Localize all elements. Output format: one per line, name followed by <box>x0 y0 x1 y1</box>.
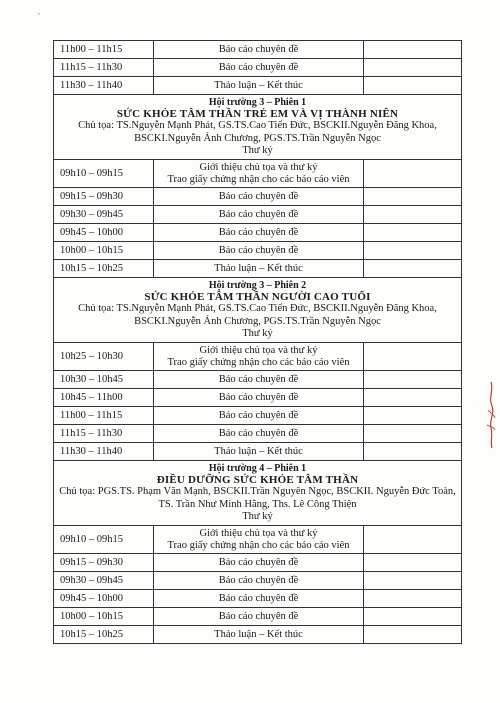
time-cell: 09h15 – 09h30 <box>54 554 154 572</box>
time-cell: 11h30 – 11h40 <box>54 443 154 461</box>
table-row <box>54 41 462 59</box>
activity-cell: Báo cáo chuyên đề <box>154 206 364 224</box>
table-row <box>54 206 462 224</box>
activity-line: Giới thiệu chủ tọa và thư ký <box>199 527 318 539</box>
activity-cell: Báo cáo chuyên đề <box>154 608 364 626</box>
session-header <box>54 95 462 160</box>
schedule-table <box>53 40 462 644</box>
activity-line: Giới thiệu chủ tọa và thư ký <box>199 344 318 356</box>
empty-cell <box>364 224 462 242</box>
time-cell: 10h00 – 10h15 <box>54 242 154 260</box>
time-cell: 10h00 – 10h15 <box>54 608 154 626</box>
time-cell: 11h15 – 11h30 <box>54 425 154 443</box>
empty-cell <box>364 526 462 554</box>
table-row <box>54 188 462 206</box>
session-header-row <box>54 461 462 526</box>
session-secretary: Thư ký <box>242 145 273 156</box>
table-row <box>54 608 462 626</box>
table-row <box>54 590 462 608</box>
session-hall: Hội trường 3 – Phiên 1 <box>208 97 307 108</box>
activity-cell <box>154 160 364 188</box>
activity-cell <box>154 526 364 554</box>
empty-cell <box>364 572 462 590</box>
activity-cell: Báo cáo chuyên đề <box>154 371 364 389</box>
session-chair: Chủ tọa: TS.Nguyễn Mạnh Phát, GS.TS.Cao Tiến Đức, BSCKII.Nguyễn Đăng Khoa, BSCKI.Nguyễn Ánh Chương, PGS.TS.Trần Nguyễn Ngọc <box>78 303 437 327</box>
activity-line: Trao giấy chứng nhận cho các báo cáo viên <box>167 356 350 368</box>
session-header-row <box>54 95 462 160</box>
time-cell: 11h30 – 11h40 <box>54 77 154 95</box>
activity-cell: Báo cáo chuyên đề <box>154 242 364 260</box>
empty-cell <box>364 407 462 425</box>
empty-cell <box>364 389 462 407</box>
table-row <box>54 554 462 572</box>
activity-cell: Báo cáo chuyên đề <box>154 224 364 242</box>
activity-cell: Thảo luận – Kết thúc <box>154 77 364 95</box>
session-hall: Hội trường 4 – Phiên 1 <box>208 463 307 474</box>
session-header <box>54 461 462 526</box>
table-row <box>54 343 462 371</box>
activity-cell: Thảo luận – Kết thúc <box>154 260 364 278</box>
empty-cell <box>364 77 462 95</box>
table-row <box>54 526 462 554</box>
session-chair: Chủ tọa: TS.Nguyễn Mạnh Phát, GS.TS.Cao Tiến Đức, BSCKII.Nguyễn Đăng Khoa, BSCKI.Nguyễn Ánh Chương, PGS.TS.Trần Nguyễn Ngọc <box>78 120 437 144</box>
empty-cell <box>364 343 462 371</box>
time-cell: 10h45 – 11h00 <box>54 389 154 407</box>
table-row <box>54 77 462 95</box>
empty-cell <box>364 608 462 626</box>
table-row <box>54 242 462 260</box>
empty-cell <box>364 590 462 608</box>
time-cell: 09h45 – 10h00 <box>54 224 154 242</box>
empty-cell <box>364 260 462 278</box>
activity-cell: Báo cáo chuyên đề <box>154 572 364 590</box>
activity-cell: Báo cáo chuyên đề <box>154 389 364 407</box>
empty-cell <box>364 242 462 260</box>
activity-cell: Báo cáo chuyên đề <box>154 188 364 206</box>
time-cell: 09h10 – 09h15 <box>54 160 154 188</box>
time-cell: 11h00 – 11h15 <box>54 407 154 425</box>
table-row <box>54 371 462 389</box>
session-hall: Hội trường 3 – Phiên 2 <box>208 280 307 291</box>
session-header-row <box>54 278 462 343</box>
activity-cell: Báo cáo chuyên đề <box>154 407 364 425</box>
session-header <box>54 278 462 343</box>
activity-cell <box>154 343 364 371</box>
time-cell: 11h15 – 11h30 <box>54 59 154 77</box>
activity-cell: Báo cáo chuyên đề <box>154 425 364 443</box>
empty-cell <box>364 626 462 644</box>
activity-line: Giới thiệu chủ tọa và thư ký <box>199 161 318 173</box>
corner-mark: , <box>38 8 40 16</box>
table-row <box>54 572 462 590</box>
empty-cell <box>364 59 462 77</box>
empty-cell <box>364 188 462 206</box>
activity-cell: Thảo luận – Kết thúc <box>154 626 364 644</box>
activity-cell: Báo cáo chuyên đề <box>154 590 364 608</box>
empty-cell <box>364 443 462 461</box>
activity-line: Trao giấy chứng nhận cho các báo cáo viên <box>167 173 350 185</box>
time-cell: 09h10 – 09h15 <box>54 526 154 554</box>
session-secretary: Thư ký <box>242 328 273 339</box>
time-cell: 11h00 – 11h15 <box>54 41 154 59</box>
activity-cell: Báo cáo chuyên đề <box>154 41 364 59</box>
empty-cell <box>364 206 462 224</box>
time-cell: 10h15 – 10h25 <box>54 260 154 278</box>
table-row <box>54 224 462 242</box>
session-theme: SỨC KHỎE TÂM THẦN TRẺ EM VÀ VỊ THÀNH NIÊN <box>116 108 399 120</box>
empty-cell <box>364 41 462 59</box>
table-row <box>54 59 462 77</box>
activity-cell: Thảo luận – Kết thúc <box>154 443 364 461</box>
time-cell: 09h30 – 09h45 <box>54 572 154 590</box>
table-row <box>54 389 462 407</box>
activity-cell: Báo cáo chuyên đề <box>154 59 364 77</box>
table-row <box>54 160 462 188</box>
session-theme: ĐIỀU DƯỠNG SỨC KHỎE TÂM THẦN <box>156 474 359 486</box>
table-row <box>54 443 462 461</box>
time-cell: 10h25 – 10h30 <box>54 343 154 371</box>
empty-cell <box>364 160 462 188</box>
time-cell: 09h45 – 10h00 <box>54 590 154 608</box>
table-row <box>54 626 462 644</box>
empty-cell <box>364 371 462 389</box>
table-row <box>54 260 462 278</box>
table-row <box>54 407 462 425</box>
empty-cell <box>364 554 462 572</box>
session-theme: SỨC KHỎE TÂM THẦN NGƯỜI CAO TUỔI <box>144 291 371 303</box>
empty-cell <box>364 425 462 443</box>
stamp-mark-icon <box>485 380 497 450</box>
session-chair: Chủ tọa: PGS.TS. Phạm Văn Mạnh, BSCKII.Trần Nguyên Ngọc, BSCKII. Nguyễn Đức Toàn, TS. Trần Như Minh Hằng, Ths. Lê Công Thiện <box>59 486 456 510</box>
time-cell: 10h15 – 10h25 <box>54 626 154 644</box>
activity-cell: Báo cáo chuyên đề <box>154 554 364 572</box>
time-cell: 09h15 – 09h30 <box>54 188 154 206</box>
activity-line: Trao giấy chứng nhận cho các báo cáo viên <box>167 539 350 551</box>
table-row <box>54 425 462 443</box>
time-cell: 09h30 – 09h45 <box>54 206 154 224</box>
session-secretary: Thư ký <box>242 511 273 522</box>
time-cell: 10h30 – 10h45 <box>54 371 154 389</box>
